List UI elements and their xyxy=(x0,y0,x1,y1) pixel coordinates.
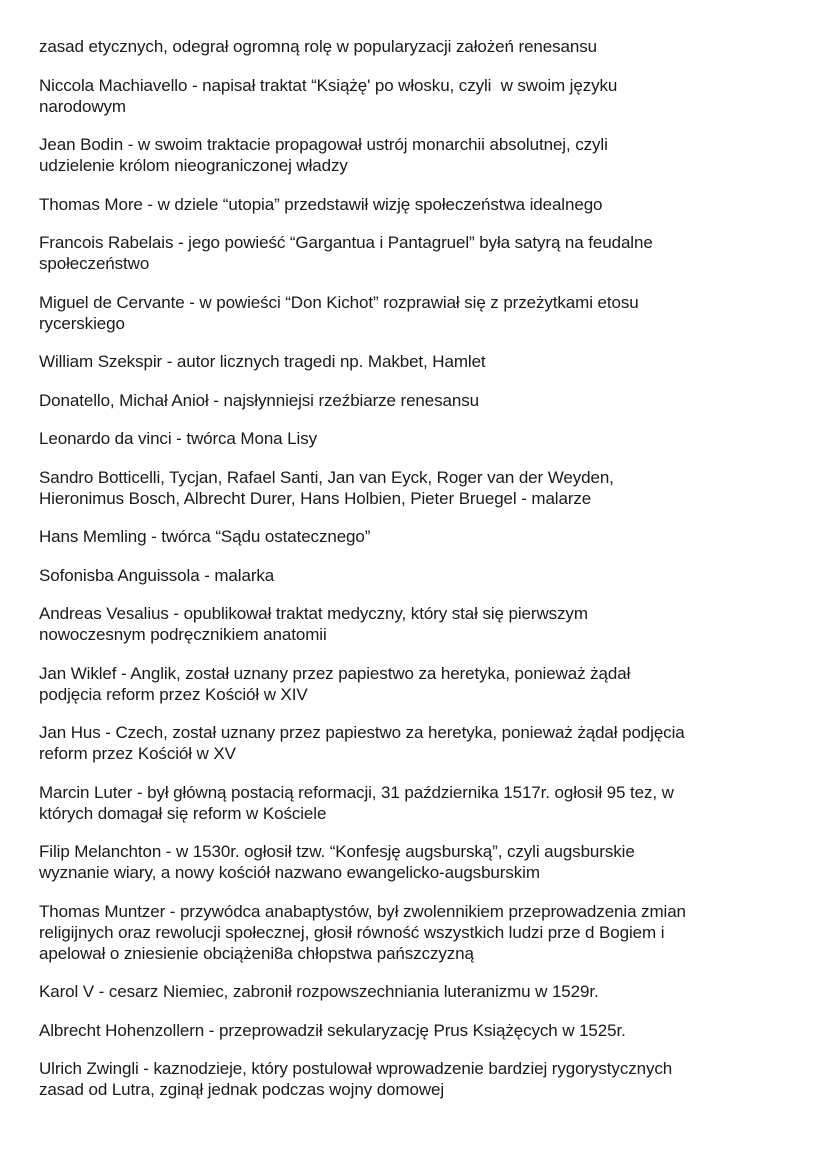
text-line: Ulrich Zwingli - kaznodzieje, który postulował wprowadzenie bardziej rygorystycznych xyxy=(39,1059,673,1078)
paragraph xyxy=(39,292,799,334)
paragraph xyxy=(39,901,799,964)
text-line: Hieronimus Bosch, Albrecht Durer, Hans Holbien, Pieter Bruegel - malarze xyxy=(39,488,592,508)
paragraph xyxy=(39,232,799,274)
text-line: Leonardo da vinci - twórca Mona Lisy xyxy=(39,429,317,448)
text-line: Sandro Botticelli, Tycjan, Rafael Santi, Jan van Eyck, Roger van der Weyden, xyxy=(39,467,614,487)
text-line: Marcin Luter - był główną postacią reformacji, 31 października 1517r. ogłosił 95 tez, w xyxy=(39,782,674,802)
paragraph xyxy=(39,526,799,547)
text-line: wyznanie wiary, a nowy kościół nazwano ewangelicko-augsburskim xyxy=(39,863,540,882)
paragraph xyxy=(39,390,799,411)
text-line: Miguel de Cervante - w powieści “Don Kichot” rozprawiał się z przeżytkami etosu xyxy=(39,292,639,312)
paragraph xyxy=(39,565,799,586)
text-line: William Szekspir - autor licznych tragedi np. Makbet, Hamlet xyxy=(39,352,486,371)
text-line: reform przez Kościół w XV xyxy=(39,744,236,763)
paragraph xyxy=(39,467,799,509)
text-line: religijnych oraz rewolucji społecznej, głosił równość wszystkich ludzi prze d Bogiem i xyxy=(39,922,665,942)
paragraph xyxy=(39,134,799,176)
text-line: Thomas More - w dziele “utopia” przedstawił wizję społeczeństwa idealnego xyxy=(39,194,603,214)
text-line: Francois Rabelais - jego powieść “Gargantua i Pantagruel” była satyrą na feudalne xyxy=(39,233,653,252)
text-line: Filip Melanchton - w 1530r. ogłosił tzw. “Konfesję augsburską”, czyli augsburskie xyxy=(39,842,635,861)
text-line: udzielenie królom nieograniczonej władzy xyxy=(39,156,348,175)
text-line: Jan Wiklef - Anglik, został uznany przez papiestwo za heretyka, ponieważ żądał xyxy=(39,663,631,683)
text-line: Albrecht Hohenzollern - przeprowadził sekularyzację Prus Książęcych w 1525r. xyxy=(39,1020,626,1040)
paragraph xyxy=(39,36,799,57)
paragraph xyxy=(39,841,799,883)
paragraph xyxy=(39,981,799,1002)
text-line: których domagał się reform w Kościele xyxy=(39,803,327,823)
paragraph xyxy=(39,1020,799,1041)
paragraph xyxy=(39,603,799,645)
text-line: Jean Bodin - w swoim traktacie propagował ustrój monarchii absolutnej, czyli xyxy=(39,135,608,154)
text-line: nowoczesnym podręcznikiem anatomii xyxy=(39,625,327,644)
text-line: zasad od Lutra, zginął jednak podczas wojny domowej xyxy=(39,1080,445,1099)
text-line: rycerskiego xyxy=(39,313,125,333)
text-line: Niccola Machiavello - napisał traktat “Książę' po włosku, czyli w swoim języku xyxy=(39,75,618,95)
text-line: Donatello, Michał Anioł - najsłynniejsi rzeźbiarze renesansu xyxy=(39,390,480,410)
text-line: Sofonisba Anguissola - malarka xyxy=(39,565,275,585)
text-line: społeczeństwo xyxy=(39,254,150,273)
paragraph xyxy=(39,428,799,449)
text-line: podjęcia reform przez Kościół w XIV xyxy=(39,684,308,704)
paragraph xyxy=(39,351,799,372)
paragraph xyxy=(39,1058,799,1100)
text-line: Karol V - cesarz Niemiec, zabronił rozpowszechniania luteranizmu w 1529r. xyxy=(39,982,599,1001)
document-page xyxy=(39,36,799,1118)
paragraph xyxy=(39,75,799,117)
text-line: Thomas Muntzer - przywódca anabaptystów, był zwolennikiem przeprowadzenia zmian xyxy=(39,901,686,921)
text-line: Jan Hus - Czech, został uznany przez papiestwo za heretyka, ponieważ żądał podjęcia xyxy=(39,723,685,742)
text-line: Hans Memling - twórca “Sądu ostatecznego” xyxy=(39,527,371,546)
paragraph xyxy=(39,722,799,764)
text-line: Andreas Vesalius - opublikował traktat medyczny, który stał się pierwszym xyxy=(39,604,588,623)
text-line: zasad etycznych, odegrał ogromną rolę w popularyzacji założeń renesansu xyxy=(39,37,597,56)
text-line: apelował o zniesienie obciążeni8a chłopstwa pańszczyzną xyxy=(39,943,474,963)
paragraph xyxy=(39,194,799,215)
paragraph xyxy=(39,663,799,705)
text-line: narodowym xyxy=(39,96,126,116)
paragraph xyxy=(39,782,799,824)
